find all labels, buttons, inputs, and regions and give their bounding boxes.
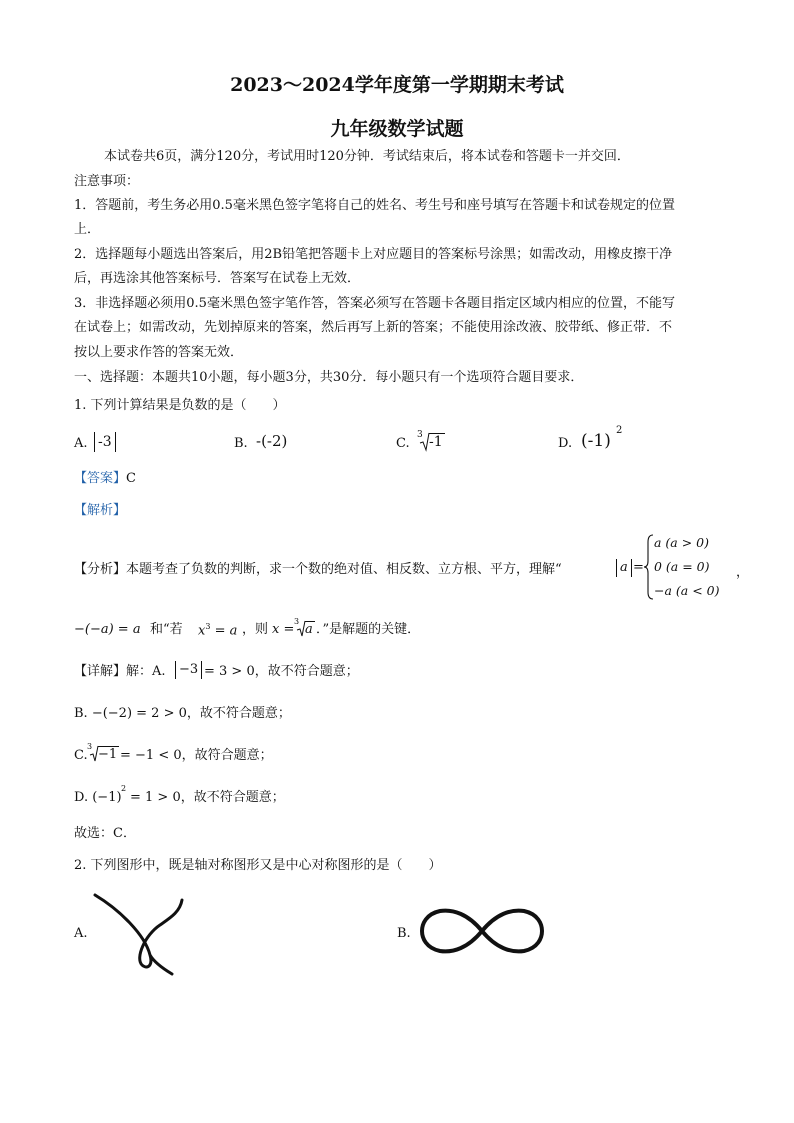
q2-option-a-label: A. (74, 926, 88, 941)
notice-heading: 注意事项： (74, 174, 140, 189)
xiangjie-d-prefix: D. (−1) (74, 790, 122, 805)
q1-option-c-expr: -1 (429, 434, 443, 450)
analysis-tag: 【解析】 (74, 503, 127, 518)
xiangjie-a-rest: = 3 > 0，故不符合题意； (204, 664, 359, 679)
notice-item-2-cont: 后，再选涂其他答案标号．答案写在试卷上无效． (74, 271, 361, 286)
fenxi-line2-expr: −(−a) = a (74, 622, 141, 637)
answer-tag: 【答案】 (74, 471, 127, 486)
xiangjie-c-prefix: C. (74, 748, 88, 763)
xiangjie-c-rest: = −1 < 0，故符合题意； (120, 748, 273, 763)
case-1: a (a > 0) (654, 535, 710, 550)
notice-item-3: 3．非选择题必须用0.5毫米黑色签字笔作答，答案必须写在答题卡各题目指定区域内相应的位置，不能写 (74, 296, 675, 311)
case-3: −a (a < 0) (654, 583, 720, 598)
q2-option-b-label: B. (397, 926, 411, 941)
cube-root-a: a (305, 622, 313, 637)
case-2: 0 (a = 0) (654, 559, 710, 574)
q1-option-c-label: C. (396, 436, 410, 451)
xiangjie-a-prefix (74, 664, 166, 680)
notice-item-1: 1．答题前，考生务必用0.5毫米黑色签字笔将自己的姓名、考生号和座号填写在答题卡和试卷规定的位置 (74, 198, 675, 213)
xiangjie-a-label: 解：A. (126, 664, 166, 679)
xiangjie-a-abs: −3 (175, 661, 202, 679)
fenxi-tag: 【分析】 (74, 562, 127, 577)
q1-answer-row (74, 471, 136, 487)
notice-item-1-cont: 上． (74, 222, 101, 237)
notice-item-3-cont2: 按以上要求作答的答案无效． (74, 345, 244, 360)
q1-option-b-expr: -(-2) (256, 432, 288, 450)
fenxi-line2-end: ．”是解题的关键． (316, 622, 421, 637)
xiangjie-b: B. −(−2) = 2 > 0，故不符合题意； (74, 706, 291, 721)
x-cubed: $x^3 = a$ (198, 622, 238, 639)
exam-intro: 本试卷共6页，满分120分，考试用时120分钟．考试结束后，将本试卷和答题卡一并交回． (104, 149, 630, 164)
q1-fenxi (74, 562, 562, 578)
fenxi-line2-text: 和“若 (150, 622, 183, 637)
q1-stem: 1. 下列计算结果是负数的是（ ） (74, 398, 286, 413)
q1-option-b-label: B. (234, 436, 248, 451)
equals-sign: = (633, 560, 644, 575)
q1-option-a-expr: -3 (94, 432, 116, 452)
xiangjie-tag: 【详解】 (74, 664, 127, 679)
q2-option-b-infinity-figure (418, 906, 548, 956)
q2-stem: 2. 下列图形中，既是轴对称图形又是中心对称图形的是（ ） (74, 858, 442, 873)
q2-option-a-loop-figure (90, 890, 190, 980)
xiangjie-d-exponent: 2 (121, 784, 127, 793)
xiangjie-c-index: 3 (87, 742, 93, 751)
x-equals: x = (272, 622, 295, 637)
xiangjie-c-radicand: −1 (98, 747, 118, 762)
q1-option-d-label: D. (558, 436, 573, 451)
fenxi-text: 本题考查了负数的判断，求一个数的绝对值、相反数、立方根、平方，理解“ (126, 562, 562, 577)
notice-item-2: 2．选择题每小题选出答案后，用2B铅笔把答题卡上对应题目的答案标号涂黑；如需改动，用橡皮擦干净 (74, 247, 673, 262)
cases-brace-icon (644, 534, 654, 600)
cube-root-index: 3 (294, 617, 300, 626)
q1-option-a-label: A. (74, 436, 88, 451)
abs-a: a (616, 559, 632, 577)
exam-subtitle: 九年级数学试题 (330, 118, 464, 140)
q1-option-d-exponent: 2 (616, 425, 623, 436)
exam-title: 2023～2024学年度第一学期期末考试 (230, 74, 564, 96)
q1-option-d-expr: (-1) (581, 431, 611, 451)
q1-option-c-index: 3 (417, 430, 423, 440)
xiangjie-d-rest: = 1 > 0，故不符合题意； (130, 790, 285, 805)
section-heading: 一、选择题：本题共10小题，每小题3分，共30分．每小题只有一个选项符合题目要求． (74, 370, 584, 385)
fenxi-comma: ， (736, 565, 750, 580)
fenxi-line2-then: ，则 (242, 622, 269, 637)
q1-answer: C (126, 471, 136, 486)
q1-conclusion: 故选：C． (74, 826, 136, 841)
notice-item-3-cont: 在试卷上；如需改动，先划掉原来的答案，然后再写上新的答案；不能使用涂改液、胶带纸、修正带．不 (74, 320, 673, 335)
